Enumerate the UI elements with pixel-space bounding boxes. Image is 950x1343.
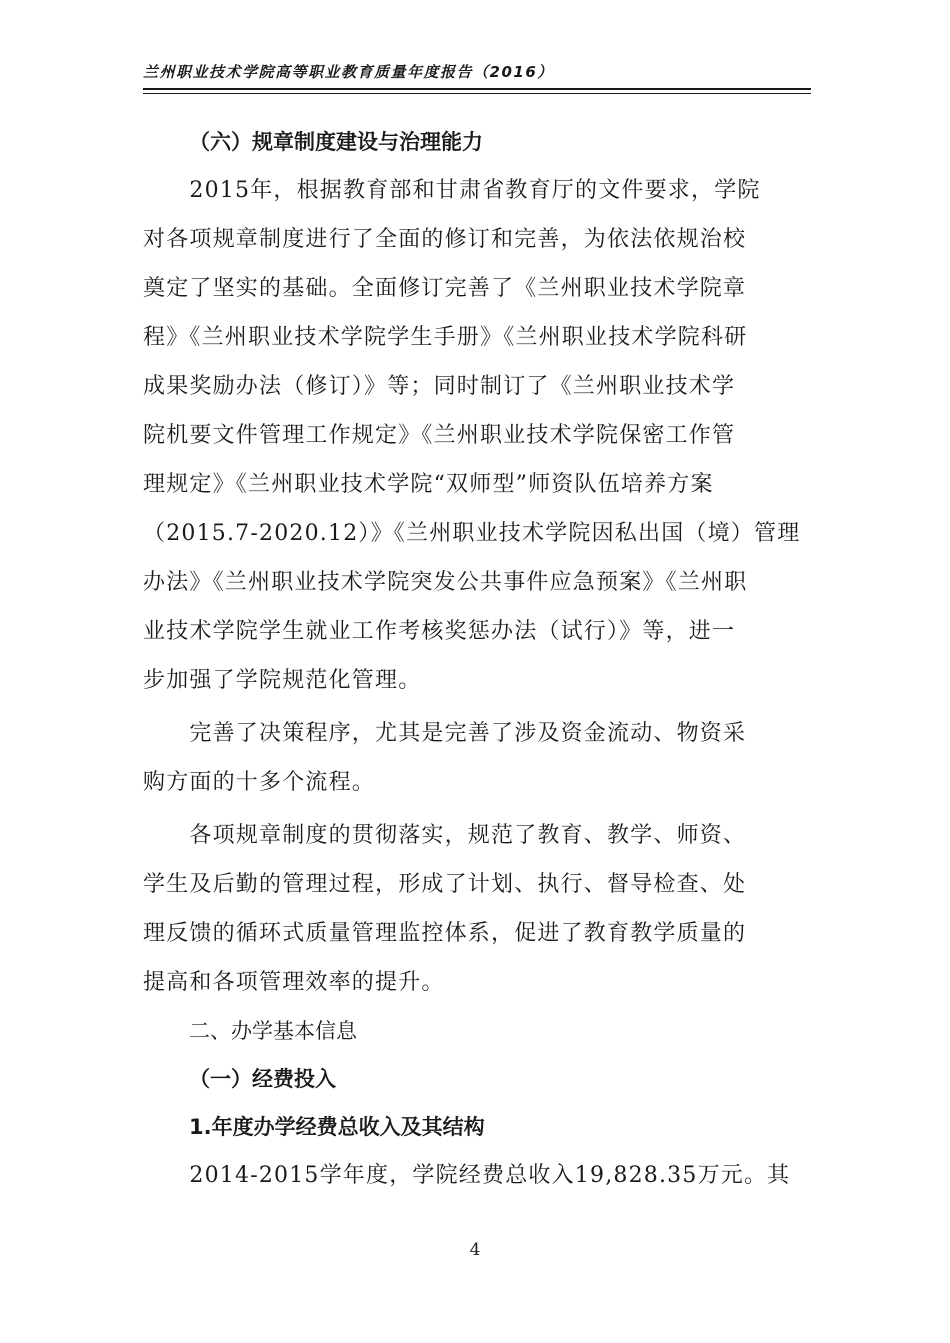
page-number: 4: [469, 1240, 481, 1260]
paragraph-income: 2014-2015学年度，学院经费总收入19,828.35万元。其: [143, 1163, 791, 1188]
header-rule-thick: [143, 88, 811, 90]
paragraph-decision-procedures: 完善了决策程序，尤其是完善了涉及资金流动、物资采 购方面的十多个流程。: [143, 721, 747, 795]
running-header: 兰州职业技术学院高等职业教育质量年度报告（2016）: [143, 63, 554, 81]
header-rule-thin: [143, 93, 811, 94]
heading-annual-income: 1.年度办学经费总收入及其结构: [189, 1115, 485, 1139]
heading-funding: （一）经费投入: [189, 1067, 336, 1091]
heading-basic-info: 二、办学基本信息: [189, 1019, 357, 1043]
paragraph-implementation: 各项规章制度的贯彻落实，规范了教育、教学、师资、 学生及后勤的管理过程，形成了计划、执行、督导检查、处 理反馈的循环式质量管理监控体系，促进了教育教学质量的 提高和各项管理效率的提升。: [143, 823, 747, 995]
page-body: [143, 118, 803, 1200]
heading-regulations: （六）规章制度建设与治理能力: [189, 130, 483, 154]
paragraph-regulations: 2015年，根据教育部和甘肃省教育厅的文件要求，学院 对各项规章制度进行了全面的修订和完善，为依法依规治校 奠定了坚实的基础。全面修订完善了《兰州职业技术学院章 程》《兰州职业技术学院学生手册》《兰州职业技术学院科研 成果奖励办法（修订）》等；同时制订了《兰州职业技术学 院机要文件管理工作规定》《兰州职业技术学院保密工作管 理规定》《兰州职业技术学院“双师型”师资队伍培养方案 （2015.7-2020.12）》《兰州职业技术学院因私出国（境）管理 办法》《兰州职业技术学院突发公共事件应急预案》《兰州职 业技术学院学生就业工作考核奖惩办法（试行）》等，进一 步加强了学院规范化管理。: [143, 178, 801, 693]
